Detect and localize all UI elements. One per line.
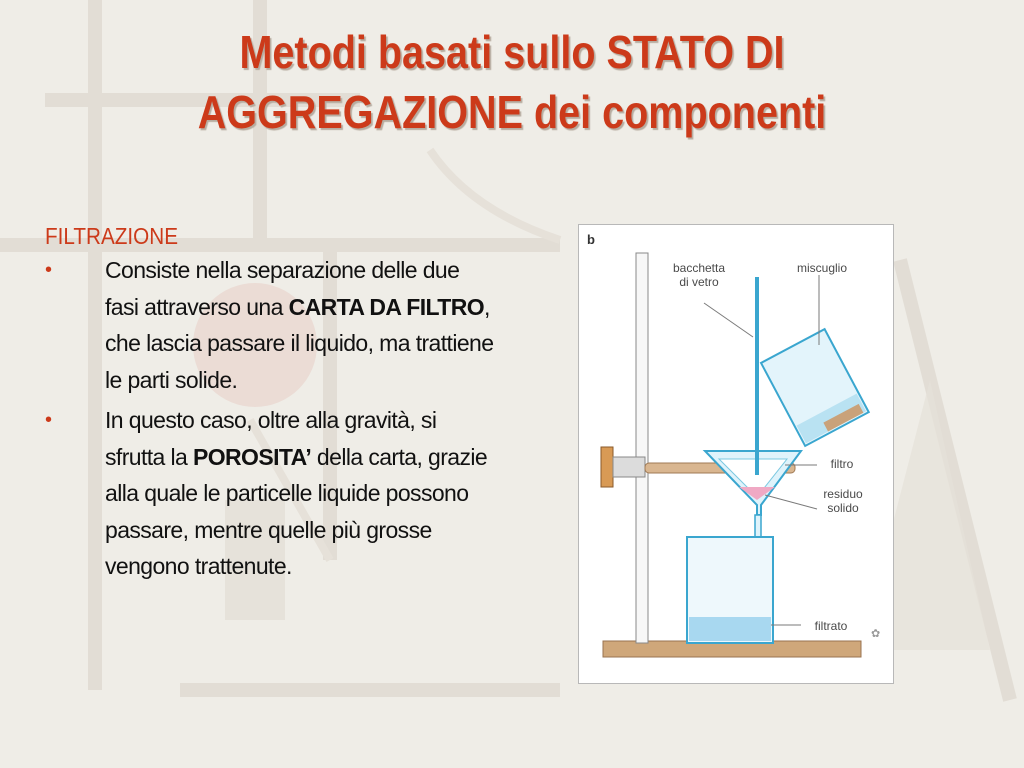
label-filtrate: filtrato [814,619,848,633]
bullet-list [45,252,495,585]
clamp-body [613,457,645,477]
label-glass-rod-line1: bacchetta [672,261,726,275]
bullet-text-part: In questo caso, oltre alla gravità, si sfrutta la [105,407,437,470]
label-mixture: miscuglio [796,261,847,275]
clamp-block [601,447,613,487]
stand-rod [636,253,648,643]
bullet-text-part: della carta, grazie alla quale le particelle liquide possono passare, mentre quelle più grosse vengono trattenute. [105,443,488,579]
pouring-beaker [761,329,869,446]
bullet-text [105,252,495,398]
bullet-text-part: , che lascia passare il liquido, ma trattiene le parti solide. [105,293,494,393]
content-area [45,220,495,589]
label-filter: filtro [830,457,854,471]
panel-letter: b [587,232,595,247]
bullet-text [105,402,495,585]
section-heading: FILTRAZIONE [45,223,179,249]
filtrate-liquid [689,617,771,641]
bullet-bold-term: POROSITA’ [193,443,312,470]
label-residue-line1: residuo [823,487,863,501]
slide-title: Metodi basati sullo STATO DI AGGREGAZIONE dei componenti [197,26,827,138]
bullet-marker: • [45,409,53,431]
label-residue [815,487,871,515]
bullet-marker: • [45,259,53,281]
filtration-diagram [579,225,893,683]
bullet-item [45,252,495,398]
label-residue-line2: solido [827,501,859,515]
decorative-mark-icon: ✿ [871,627,881,640]
bullet-text-part: Consiste nella separazione delle due fasi attraverso una [105,257,460,320]
bullet-bold-term: CARTA DA FILTRO [288,293,485,320]
filtration-figure [578,224,894,684]
label-glass-rod [659,261,739,289]
label-glass-rod-line2: di vetro [679,275,719,289]
bullet-item [45,402,495,585]
